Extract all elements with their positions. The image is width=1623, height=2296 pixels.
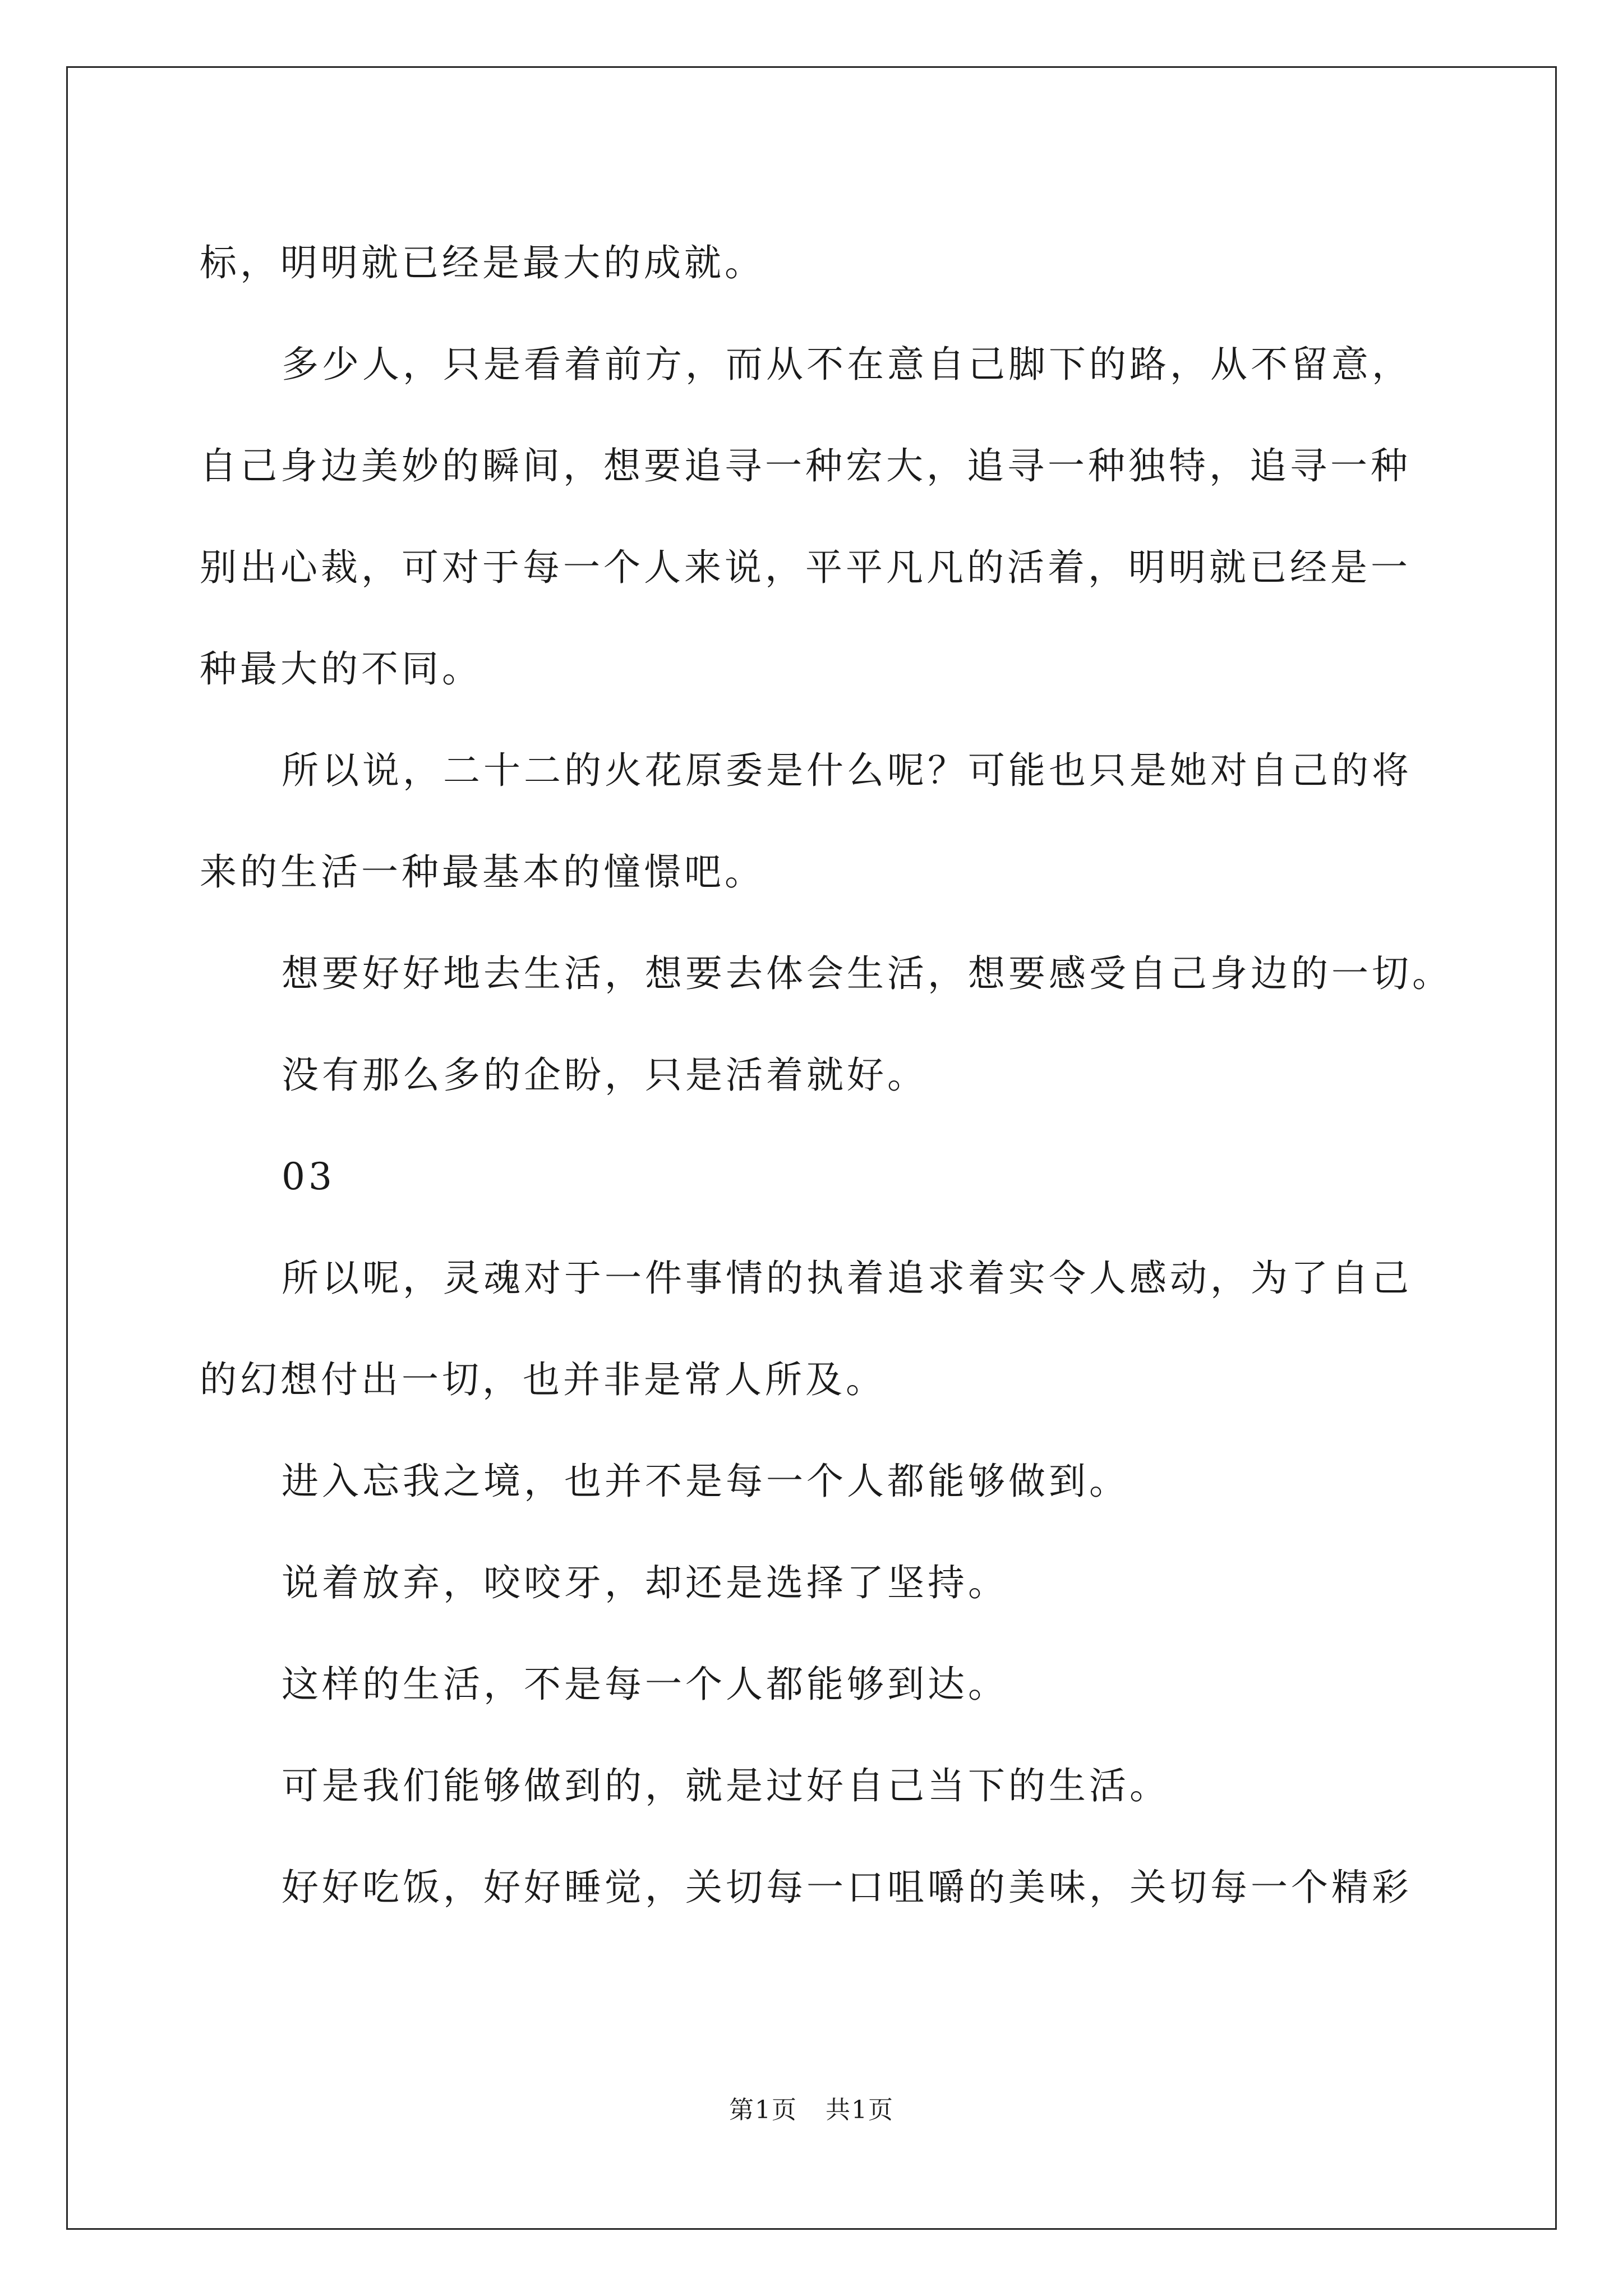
text-line-7: 来的生活一种最基本的憧憬吧。 [200,850,765,894]
page-number: 第1页 [729,2096,797,2124]
text-line-11: 所以呢，灵魂对于一件事情的执着追求着实令人感动，为了自己 [282,1257,1412,1300]
text-line-1: 标，明明就已经是最大的成就。 [200,241,765,284]
text-line-9: 没有那么多的企盼，只是活着就好。 [282,1053,928,1097]
text-line-17: 好好吃饭，好好睡觉，关切每一口咀嚼的美味，关切每一个精彩 [282,1866,1412,1909]
text-line-8: 想要好好地去生活，想要去体会生活，想要感受自己身边的一切。 [282,952,1453,995]
text-line-5: 种最大的不同。 [200,647,482,691]
text-line-13: 进入忘我之境，也并不是每一个人都能够做到。 [282,1460,1129,1503]
text-line-6: 所以说，二十二的火花原委是什么呢？可能也只是她对自己的将 [282,749,1412,792]
section-number: 03 [282,1155,335,1198]
page-footer [0,2090,1623,2125]
text-line-16: 可是我们能够做到的，就是过好自己当下的生活。 [282,1764,1170,1807]
page-total: 共1页 [826,2096,894,2124]
text-line-4: 别出心裁，可对于每一个人来说，平平凡凡的活着，明明就已经是一 [200,546,1411,589]
document-body [200,212,1453,1938]
text-line-14: 说着放弃，咬咬牙，却还是选择了坚持。 [282,1561,1008,1604]
text-line-2: 多少人，只是看着前方，而从不在意自己脚下的路，从不留意， [282,343,1412,386]
text-line-12: 的幻想付出一切，也并非是常人所及。 [200,1358,886,1401]
text-line-3: 自己身边美妙的瞬间，想要追寻一种宏大，追寻一种独特，追寻一种 [200,444,1411,487]
text-line-15: 这样的生活，不是每一个人都能够到达。 [282,1663,1008,1706]
